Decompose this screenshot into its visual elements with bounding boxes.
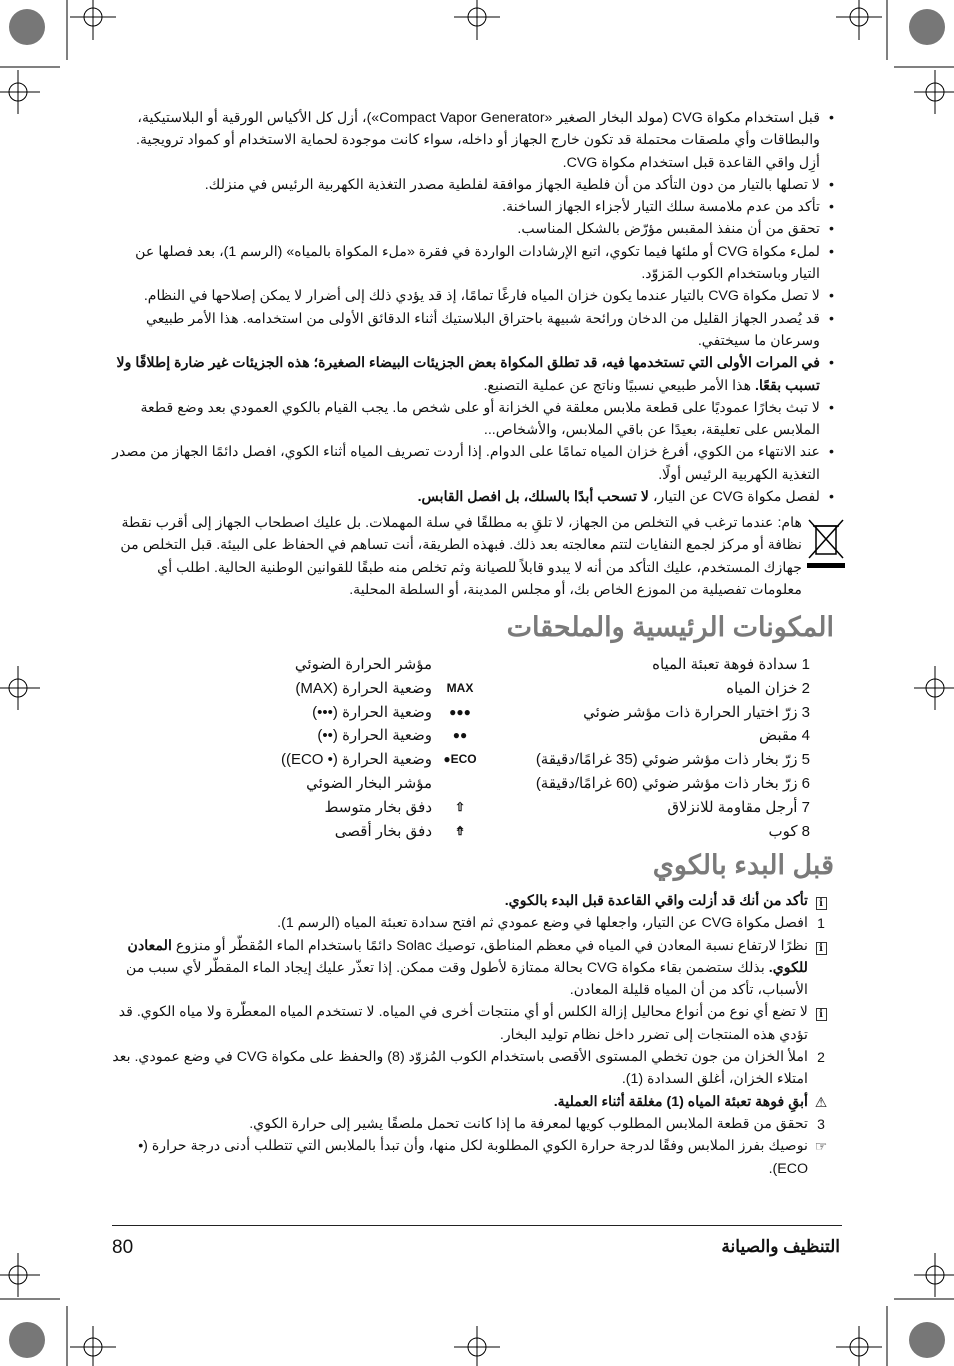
step-text (112, 890, 808, 912)
step-number (808, 1046, 834, 1091)
warning-text: لفصل مكواة CVG عن التيار، (649, 489, 820, 506)
footer-divider (112, 1225, 842, 1226)
parts-list (480, 653, 810, 843)
step-text: نوصيك بفرز الملابس وفقًا لدرجة حرارة الكوي المطلوبة لكل منها، وأن تبدأ بالملابس التي تتطلب أدنى درجة حرارة (• ECO). (138, 1138, 808, 1177)
warning-item (112, 196, 834, 218)
before-ironing-steps (112, 890, 834, 1180)
step-row (112, 1001, 834, 1046)
step-marker: i (816, 897, 827, 910)
step-marker: i (816, 942, 827, 955)
warning-item (112, 241, 834, 286)
warning-item (112, 486, 834, 508)
warning-icon (808, 1091, 834, 1113)
warning-text: قبل استخدام مكواة CVG (مولد البخار الصغير «Compact Vapor Generator»)، أزل كل الأكياس الورقية أو البلاستيكية، والبطاقات وأي ملصقات محتملة قد تكون خارج الجهاز أو داخله، سواء كانت موجودة لحماية الاستخدام أو كمواد ترويجية. أزِل واقي القاعدة قبل استخدام مكواة CVG. (136, 110, 820, 171)
step-bold: المعادن للكوي. (127, 937, 808, 976)
indicator-row (230, 796, 480, 820)
indicator-icon: MAX (446, 680, 474, 695)
components-heading: المكونات الرئيسية والملحقات (506, 612, 834, 642)
warning-item (112, 352, 834, 397)
warning-item (112, 218, 834, 240)
warning-text: لملء مكواة CVG أو ملئها فيما تكوي، اتبع الإرشادات الواردة في فقرة «ملء المكواة بالمياه» (الرسم 1)، بعد فصلها عن التيار وباستخدام الكوب المَزوّد. (135, 243, 820, 283)
step-marker: 3 (817, 1115, 825, 1132)
step-text: تحقق من قطعة الملابس المطلوب كويها لمعرفة ما إذا كانت تحمل ملصقًا يشير إلى حرارة الكوي. (249, 1115, 808, 1132)
step-row (112, 1113, 834, 1135)
step-text (112, 1046, 808, 1091)
step-text (112, 1091, 808, 1113)
indicator-row (230, 748, 480, 772)
part-item: 2 خزان المياه (726, 679, 810, 697)
step-number (808, 912, 834, 934)
warning-text: عند الانتهاء من الكوي، أفرغ خزان المياه تمامًا على الدوام. إذا أردت تصريف المياه أثناء الكوي، افصل دائمًا الجهاز من مصدر التغذية الكهربية الرئيس أولًا. (112, 444, 820, 483)
step-marker: 2 (817, 1049, 825, 1066)
step-row (112, 1091, 834, 1113)
step-row (112, 1046, 834, 1091)
step-marker: ⚠ (814, 1093, 828, 1110)
indicator-label: وضعية الحرارة (MAX) (295, 679, 432, 697)
indicator-label: دفق بخار أقصى (334, 822, 432, 840)
indicator-row (230, 701, 480, 725)
step-bold: تأكد من أنك قد أزلت واقي القاعدة قبل البدء بالكوي. (504, 893, 808, 909)
info-icon (808, 890, 834, 912)
part-item: 6 زرّ بخار ذات مؤشر ضوئي (60 غرامًا/دقيقة) (535, 774, 810, 792)
step-bold: أبقِ فوهة تعبئة المياه (1) مغلقة أثناء العملية. (553, 1093, 808, 1110)
warning-item (112, 441, 834, 486)
indicator-label: مؤشر الحرارة الضوئي (294, 656, 432, 673)
indicator-label: مؤشر البخار الضوئي (306, 774, 432, 792)
part-item: 8 كوب (768, 822, 810, 840)
indicator-row (230, 653, 480, 677)
indicator-row (230, 772, 480, 796)
warning-text: لا تبث بخارًا عموديًا على قطعة ملابس معلقة في الخزانة أو على شخص ما. يجب القيام بالكوي العمودي بعد وضع قطعة الملابس على تعليقة، بعيدًا عن باقي الملابس، والأشخاص... (140, 399, 820, 439)
footer-section-title: التنظيف والصيانة (721, 1237, 840, 1256)
indicator-row (230, 677, 480, 701)
before-ironing-heading: قبل البدء بالكوي (652, 850, 834, 880)
warning-item (112, 107, 834, 174)
step-text (112, 912, 808, 934)
indicator-label: وضعية الحرارة (•••) (312, 703, 432, 721)
part-item: 4 مقبض (758, 727, 810, 745)
part-item: 5 زرّ بخار ذات مؤشر ضوئي (35 غرامًا/دقيقة) (535, 751, 810, 769)
step-text: نظرًا لارتفاع نسبة المعادن في المياه في معظم المناطق، توصيك Solac دائمًا باستخدام الماء المُقطّر أو منزوع (171, 937, 808, 954)
indicator-icon: ●ECO (443, 752, 477, 767)
page-number: 80 (112, 1237, 134, 1258)
part-item: 3 زرّ اختيار الحرارة ذات مؤشر ضوئي (583, 703, 810, 721)
warning-text: لا تصلها بالتيار من دون التأكد من أن فلطية الجهاز موافقة لفلطية مصدر التغذية الكهربية الرئيس في منزلك. (204, 176, 820, 193)
warning-item (112, 285, 834, 307)
crossed-bin-icon (805, 516, 847, 570)
indicator-row (230, 724, 480, 748)
part-item: 7 أرجل مقاومة للانزلاق (667, 798, 810, 816)
warning-bold: في المرات الأولى التي تستخدمها فيه، قد تطلق المكواة بعض الجزيئات البيضاء الصغيرة؛ هذه الجزيئات غير ضارة إطلاقًا ولا تسبب بقعًا. (116, 355, 820, 394)
warning-text: تأكد من عدم ملامسة سلك التيار لأجزاء الجهاز الساخنة. (502, 199, 820, 216)
warning-text: قد يُصدر الجهاز القليل من الدخان ورائحة شبيهة باحتراق البلاستيك أثناء الدقائق الأولى من استخدامه. هذا الأمر طبيعي وسرعان ما سيختفي. (145, 310, 820, 349)
step-text: املأ الخزان من جون تخطي المستوى الأقصى باستخدام الكوب المُزوّد (8) والحفظ على مكواة CVG في وضع عمودي. بعد امتلاء الخزان، أغلق السدادة (1). (112, 1049, 808, 1088)
step-text (112, 1001, 808, 1046)
disposal-notice: هام: عندما ترغب في التخلص من الجهاز، لا تلقِ به مطلقًا في سلة المهملات. بل عليك اصطحاب الجهاز إلى أقرب نقطة نظافة أو مركز لجمع النفايات لتتم معالجته بعد ذلك. فبهذه الطريقة، أنت تساهم في الحفاظ على البيئة. قبل التخلص من جهازك المستخدم، عليك التأكد من أنه لا يبدو قابلاً للصيانة وثم تخلص منه طبقًا للقوانين الوطنية الحالية. اطلب أي معلومات تفصيلية من الموزع الخاص بك، أو مجلس المدينة، أو السلطة المحلية. (120, 515, 802, 598)
step-row (112, 912, 834, 934)
step-row (112, 890, 834, 912)
indicator-icon: ●● (452, 728, 468, 743)
indicators-list (230, 653, 480, 843)
indicator-label: وضعية الحرارة (• ECO)) (280, 751, 432, 769)
warning-item (112, 308, 834, 353)
indicator-icon: ⇮ (454, 823, 466, 838)
info-icon (808, 1001, 834, 1046)
indicator-label: دفق بخار متوسط (324, 798, 432, 816)
step-text (112, 1135, 808, 1180)
step-marker: ☞ (814, 1138, 828, 1155)
part-item: 1 سدادة فوهة تعبئة المياه (652, 656, 810, 673)
indicator-icon: ●●● (449, 704, 471, 719)
step-text (112, 1113, 808, 1135)
info-icon (808, 935, 834, 1002)
step-text (112, 935, 808, 1002)
step-marker: 1 (817, 915, 825, 932)
step-text: لا تضع أي نوع من أنواع محاليل إزالة الكلس أو أي منتجات أخرى في المياه. لا تستخدم المياه المعطّرة ولا مياه الكوي. قد تؤدي هذه المنتجات إلى تضرر داخل نظام توليد البخار. (118, 1004, 808, 1043)
indicator-label: وضعية الحرارة (••) (317, 727, 432, 745)
warning-text: تحقق من أن منفذ المقبس مؤرّض بالشكل المناسب. (517, 221, 820, 238)
warning-bold: لا تسحب أبدًا بالسلك، بل افصل القابس. (417, 489, 649, 506)
safety-warnings-list (112, 107, 834, 508)
step-text: افصل مكواة CVG عن التيار، واجعلها في وضع عمودي ثم افتح سدادة تعبئة المياه (الرسم 1). (277, 915, 808, 932)
step-number (808, 1113, 834, 1135)
warning-item (112, 174, 834, 196)
warning-text: لا تصل مكواة CVG بالتيار عندما يكون خزان المياه فارغًا تمامًا، إذ قد يؤدي ذلك إلى أضرار لا يمكن إصلاحها في النظام. (143, 288, 820, 305)
step-row (112, 1135, 834, 1180)
warning-text: هذا الأمر طبيعي نسبيًا وناتج عن عملية التصنيع. (483, 377, 755, 394)
step-text2: بذلك ستضمن بقاء مكواة CVG بحالة ممتازة لأطول وقت ممكن. إذا تعذّر عليك إيجاد الماء المقطّر لأي سبب من الأسباب، تأكد من أن المياه قليلة المعادن. (126, 959, 808, 999)
tip-hand-icon (808, 1135, 834, 1180)
warning-item (112, 397, 834, 442)
indicator-icon: ⇧ (454, 799, 466, 814)
indicator-row (230, 820, 480, 844)
step-marker: i (816, 1008, 827, 1021)
step-row (112, 935, 834, 1002)
